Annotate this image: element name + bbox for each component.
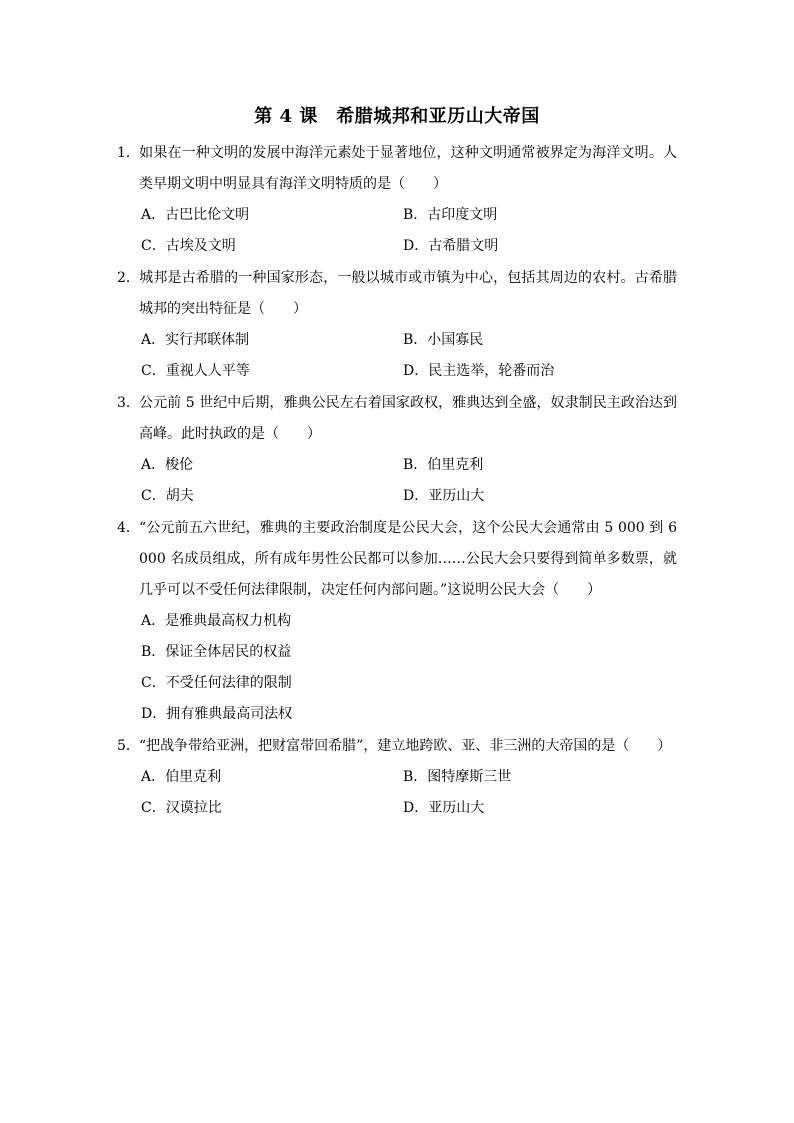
option-d: D．亚历山大 [403, 488, 485, 504]
question-stem [117, 138, 677, 200]
question-text: “把战争带给亚洲，把财富带回希腊”，建立地跨欧、亚、非三洲的大帝国的是（ ） [139, 738, 672, 754]
option-c: C．重视人人平等 [141, 363, 250, 379]
option-b: B．图特摩斯三世 [403, 769, 512, 785]
option-a: A．伯里克利 [141, 769, 222, 785]
options-grid [117, 762, 677, 824]
option-b: B．伯里克利 [403, 457, 484, 473]
options-grid [117, 325, 677, 387]
question-3 [117, 388, 677, 512]
question-stem [117, 263, 677, 325]
question-stem [117, 388, 677, 450]
question-4 [117, 513, 677, 730]
lesson-title: 第 4 课 希腊城邦和亚历山大帝国 [254, 106, 540, 127]
question-5 [117, 731, 677, 824]
option-d: D．拥有雅典最高司法权 [141, 706, 293, 722]
option-c: C．古埃及文明 [141, 238, 236, 254]
option-a: A．古巴比伦文明 [141, 207, 250, 223]
question-number: 4． [117, 520, 140, 536]
option-c: C．不受任何法律的限制 [141, 675, 292, 691]
options-grid [117, 200, 677, 262]
option-b: B．保证全体居民的权益 [141, 644, 292, 660]
option-a: A．实行邦联体制 [141, 332, 250, 348]
option-d: D．民主选举，轮番而治 [403, 363, 555, 379]
question-stem [117, 731, 677, 762]
option-a: A．是雅典最高权力机构 [141, 613, 292, 629]
question-text: 城邦是古希腊的一种国家形态，一般以城市或市镇为中心，包括其周边的农村。古希腊城邦的突出特征是（ ） [139, 270, 677, 317]
question-number: 3． [117, 395, 140, 411]
question-stem [117, 513, 677, 606]
question-text: 如果在一种文明的发展中海洋元素处于显著地位，这种文明通常被界定为海洋文明。人类早期文明中明显具有海洋文明特质的是（ ） [139, 145, 677, 192]
option-d: D．亚历山大 [403, 800, 485, 816]
question-number: 1． [117, 145, 140, 161]
option-d: D．古希腊文明 [403, 238, 499, 254]
option-c: C．胡夫 [141, 488, 194, 504]
options-grid [117, 450, 677, 512]
question-text: 公元前 5 世纪中后期，雅典公民左右着国家政权，雅典达到全盛，奴隶制民主政治达到高峰。此时执政的是（ ） [139, 395, 677, 442]
option-b: B．古印度文明 [403, 207, 498, 223]
question-2 [117, 263, 677, 387]
options-list [117, 606, 677, 730]
option-b: B．小国寡民 [403, 332, 484, 348]
question-number: 2． [117, 270, 140, 286]
question-number: 5． [117, 738, 140, 754]
option-c: C．汉谟拉比 [141, 800, 222, 816]
question-text: “公元前五六世纪，雅典的主要政治制度是公民大会，这个公民大会通常由 5 000 到 6 000 名成员组成，所有成年男性公民都可以参加……公民大会只要得到简单多数票，就几乎可以不受任何法律限制，决定任何内部问题。”这说明公民大会（ ） [139, 520, 677, 598]
option-a: A．梭伦 [141, 457, 194, 473]
question-1 [117, 138, 677, 262]
